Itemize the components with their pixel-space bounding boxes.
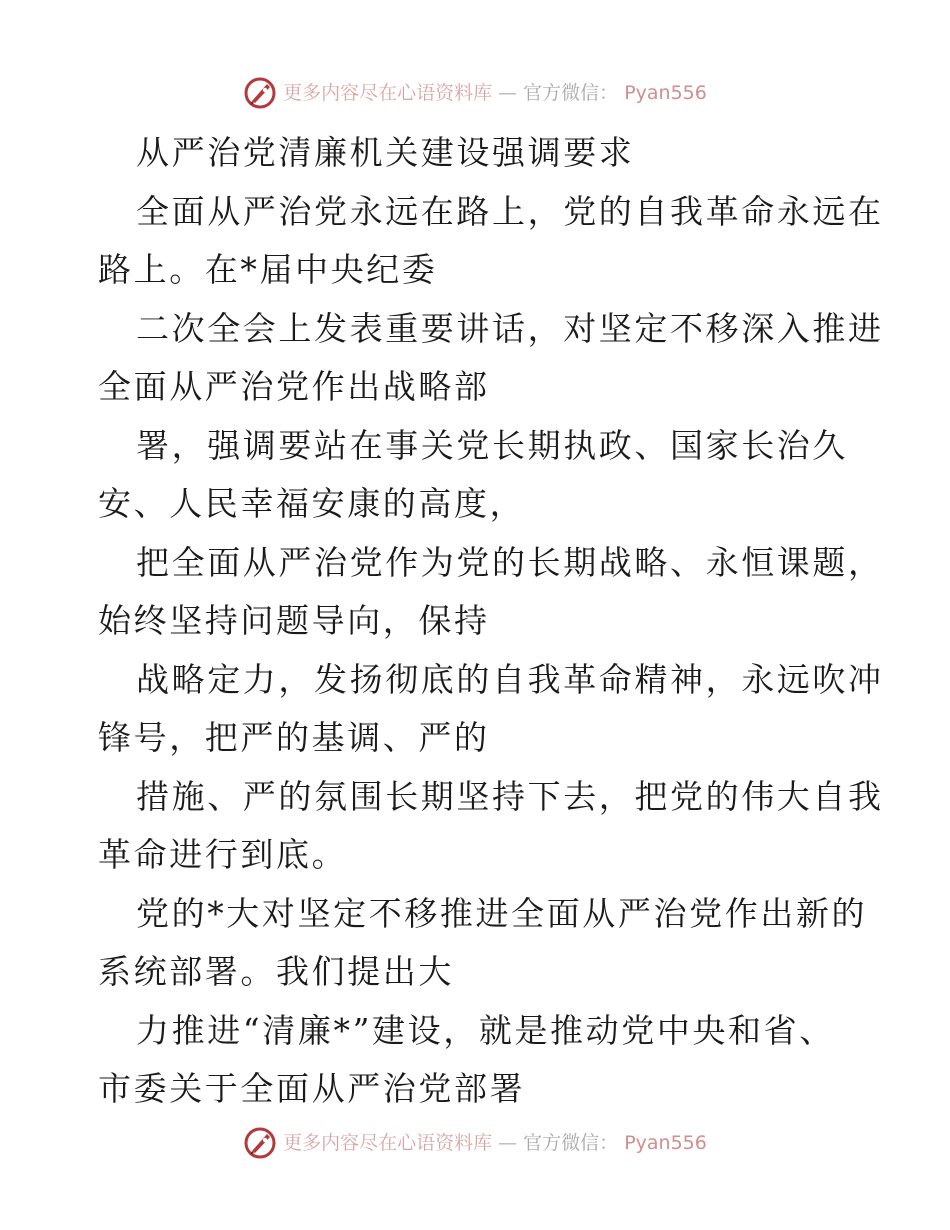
- document-line: 措施、严的氛围长期坚持下去，把党的伟大自我: [136, 776, 884, 816]
- watermark-label: 官方微信：: [523, 82, 619, 104]
- document-line: 把全面从严治党作为党的长期战略、永恒课题，: [136, 542, 884, 582]
- document-line: 力推进“清廉*”建设，就是推动党中央和省、: [136, 1010, 835, 1050]
- document-line: 系统部署。我们提出大: [98, 952, 454, 991]
- document-line: 革命进行到底。: [98, 835, 348, 874]
- document-body: [98, 124, 884, 1119]
- pen-logo-icon: [243, 76, 277, 110]
- pen-logo-icon: [243, 1126, 277, 1160]
- watermark-label: 官方微信：: [523, 1132, 619, 1154]
- document-line: 全面从严治党作出战略部: [98, 367, 490, 406]
- document-line: 从严治党清廉机关建设强调要求: [136, 133, 635, 172]
- document-line: 安、人民幸福安康的高度，: [98, 484, 526, 523]
- watermark-footer: [0, 1126, 950, 1160]
- watermark-wechat-id: Pyan556: [624, 1132, 707, 1154]
- document-line: 二次全会上发表重要讲话，对坚定不移深入推进: [136, 308, 884, 348]
- document-line: 锋号，把严的基调、严的: [98, 718, 490, 757]
- watermark-text: 更多内容尽在心语资料库: [283, 1132, 493, 1154]
- watermark-text: 更多内容尽在心语资料库: [283, 82, 493, 104]
- watermark-header: [0, 76, 950, 110]
- document-line: 始终坚持问题导向，保持: [98, 601, 490, 640]
- watermark-wechat-id: Pyan556: [624, 82, 707, 104]
- document-line: 署，强调要站在事关党长期执政、国家长治久: [136, 425, 848, 465]
- document-line: 战略定力，发扬彻底的自我革命精神，永远吹冲: [136, 659, 884, 699]
- watermark-separator: —: [498, 1132, 518, 1154]
- document-line: 党的*大对坚定不移推进全面从严治党作出新的: [136, 893, 868, 933]
- document-line: 市委关于全面从严治党部署: [98, 1069, 526, 1108]
- document-line: 路上。在*届中央纪委: [98, 250, 438, 289]
- watermark-separator: —: [498, 82, 518, 104]
- document-line: 全面从严治党永远在路上，党的自我革命永远在: [136, 191, 884, 231]
